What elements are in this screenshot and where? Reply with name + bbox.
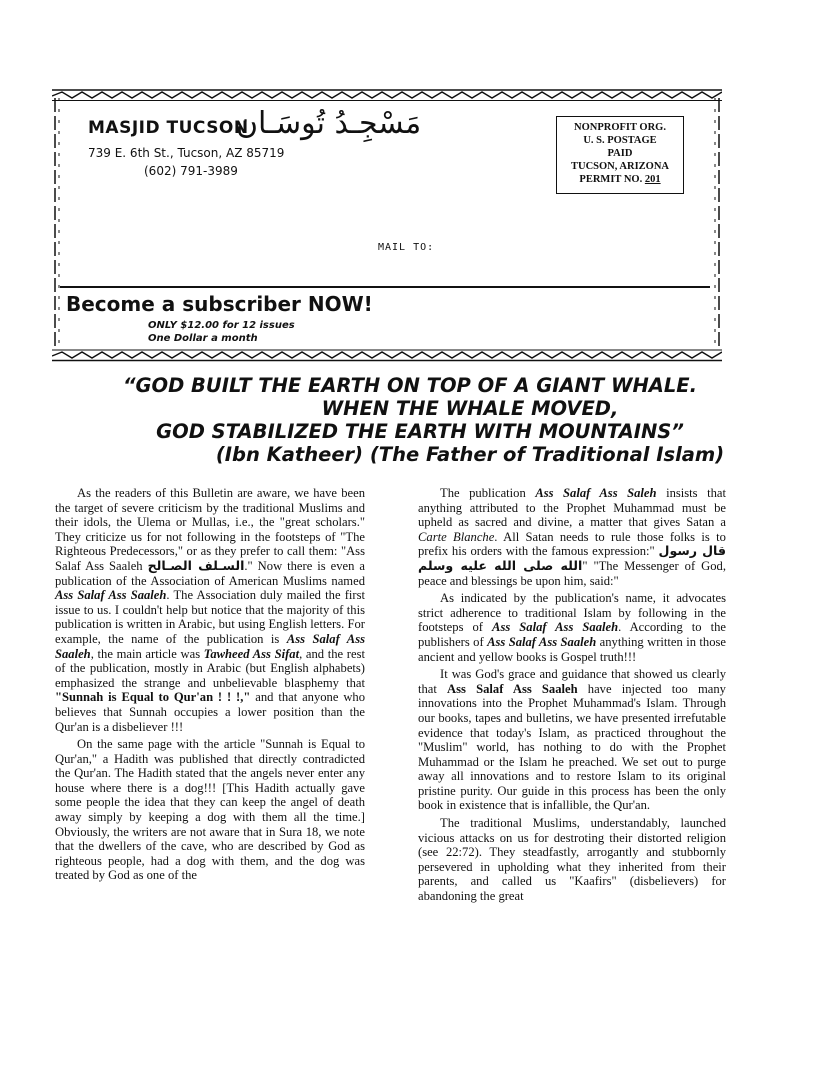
right-paragraph-3 (418, 667, 726, 813)
postage-permit-number: 201 (644, 174, 661, 185)
headline-line-3: GOD STABILIZED THE EARTH WITH MOUNTAINS” (156, 420, 684, 443)
right-p1-publication-name: Ass Salaf Ass Saleh (535, 486, 657, 500)
org-name: MASJID TUCSON (88, 118, 249, 138)
right-p1-text-d: " "The Messenger of God, peace and blessings be upon him, said:" (418, 558, 726, 588)
postage-permit (557, 173, 683, 186)
right-p1-text-b: insists that anything attributed to the Prophet Muhammad must be upheld as sacred and divine, a matter that gives Satan a (418, 486, 726, 530)
subscribe-divider (60, 286, 710, 288)
right-p2-text-b: . According to the publishers of (418, 620, 726, 649)
right-paragraph-2 (418, 591, 726, 664)
subscription-per-month: One Dollar a month (148, 333, 258, 344)
left-paragraph-1 (55, 486, 365, 734)
left-p1-publication-name-2: Ass Salaf Ass Saaleh (55, 631, 365, 661)
right-p3-publication-name: Ass Salaf Ass Saaleh (447, 681, 578, 696)
right-p2-publication-name-2: Ass Salaf Ass Saaleh (487, 634, 597, 649)
right-p1-arabic: قال رسول الله صلى الله عليه وسلم (418, 543, 726, 573)
org-phone: (602) 791-3989 (144, 164, 238, 178)
left-p1-quote: "Sunnah is Equal to Qur'an ! ! !," (55, 690, 251, 705)
left-p1-text-d: . The Association duly mailed the first issue to us. I couldn't help but notice that the majority of this publication is written in Arabic, but using English letters. For example, the name of the publication is (55, 588, 365, 646)
right-p1-text-c: . All Satan needs to rule those folks is to prefix his orders with the famous expression:" (418, 529, 726, 559)
left-p1-text-e: , the main article was (90, 646, 204, 661)
postage-line-4: TUCSON, ARIZONA (570, 161, 670, 172)
article-left-column (55, 486, 365, 886)
right-p2-text-a: As indicated by the publication's name, it advocates strict adherence to traditional Islam by following in the footsteps of (418, 591, 726, 635)
article-right-column (418, 486, 726, 907)
headline-line-1: “GOD BUILT THE EARTH ON TOP OF A GIANT WHALE. (122, 374, 698, 397)
right-paragraph-4: The traditional Muslims, understandably, launched vicious attacks on us for destroting their distorted religion (see 22:72). They steadfastly, arrogantly and stubbornly persevered in upholding what they inherited from their parents, and called us "Kaafirs" (disbelievers) for abandoning the great (418, 816, 726, 904)
left-p1-text-g: and that anyone who believes that Sunnah occupies a lower position than the Qur'an is a disbeliever !!! (55, 690, 366, 734)
org-name-arabic: مَسْجِـدُ تُوسَـان (236, 106, 422, 141)
subscribe-callout: Become a subscriber NOW! (66, 292, 373, 316)
right-p3-text-a: It was God's grace and guidance that showed us clearly that (418, 667, 726, 696)
right-p1-text-a: The publication (440, 486, 536, 500)
left-paragraph-2: On the same page with the article "Sunnah is Equal to Qur'an," a Hadith was published that directly contradicted the Qur'an. The Hadith stated that the angels never enter any house where there is a dog!!! [This Hadith actually gave some people the idea that they can keep the angel of death away simply by keeping a dog with them all the time.] Obviously, the writers are not aware that in Sura 18, we note that the dwellers of the cave, who are described by God as righteous people, had a dog with them, and the dog was treated by God as one of the (55, 737, 365, 883)
postage-line-3: PAID (607, 148, 633, 159)
postage-line-1: NONPROFIT ORG. (574, 122, 666, 133)
headline-line-2: WHEN THE WHALE MOVED, (321, 397, 619, 420)
mail-to-label: MAIL TO: (378, 242, 435, 253)
left-p1-arabic: السـلف الصـالح (147, 557, 245, 573)
left-p1-text-a: As the readers of this Bulletin are aware, we have been the target of severe criticism by the traditional Muslims and their idols, the Ulema or Mullas, i.e., the "great scholars." They criticize us for not following in the footsteps of "The Righteous Predecessors," or as they prefer to call them: "Ass Salaf Ass Saaleh (55, 486, 365, 573)
left-p1-publication-name: Ass Salaf Ass Saaleh (55, 588, 167, 603)
left-p1-article-name: Tawheed Ass Sifat (203, 646, 300, 661)
left-p1-text-c: ." Now there is even a publication of the Association of American Muslims named (55, 558, 366, 588)
headline-line-4: (Ibn Katheer) (The Father of Traditional Islam) (215, 443, 725, 466)
mailing-panel (52, 88, 722, 360)
org-address: 739 E. 6th St., Tucson, AZ 85719 (88, 146, 285, 160)
bottom-zigzag-border (52, 348, 722, 362)
right-paragraph-1 (418, 486, 726, 588)
subscription-price: ONLY $12.00 for 12 issues (148, 320, 295, 331)
headline (60, 374, 760, 466)
left-dashed-border (52, 98, 62, 348)
top-zigzag-border (52, 88, 722, 102)
right-p1-carte-blanche: Carte Blanche (418, 529, 495, 544)
right-dashed-border (712, 98, 722, 348)
postage-line-2: U. S. POSTAGE (583, 135, 657, 146)
right-p2-text-c: anything written in those ancient and yellow books is Gospel truth!!! (418, 634, 727, 664)
right-p3-text-b: have injected too many innovations into the Prophet Muhammad's Islam. Through our books, tapes and bulletins, we have presented irrefutable evidence that today's Islam, as practiced throughout the "Muslim" world, has nothing to do with the Prophet Muhammad or the Islam he preached. We set out to purge away all innovations and to restore Islam to its original pristine purity. Our guide in this process has been the only book in existence that is infallible, the Qur'an. (418, 681, 726, 813)
right-p2-publication-name: Ass Salaf Ass Saaleh (492, 620, 619, 635)
postage-permit-label: PERMIT NO. (579, 174, 643, 185)
left-p1-text-f: , and the rest of the publication, mostly in Arabic (but English alphabets) emphasized the strange and unbelievable blasphemy that (55, 646, 365, 690)
postage-indicia (556, 116, 684, 194)
